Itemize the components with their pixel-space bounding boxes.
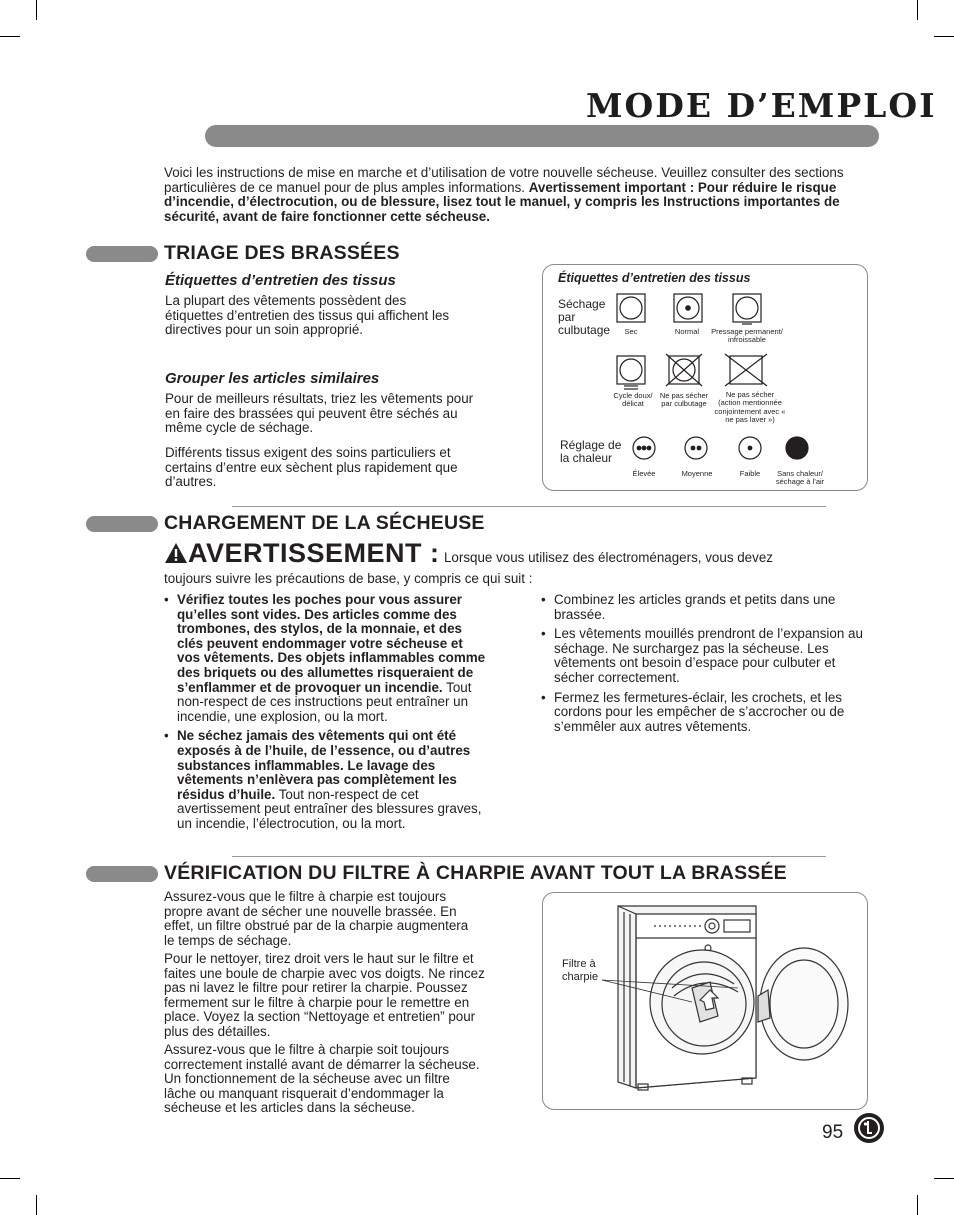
list-item: • Les vêtements mouillés prendront de l’expansion au séchage. Ne surchargez pas la sécheuse. Les vêtements ont besoin d’espace pour culbuter et sécher correctement. bbox=[541, 627, 871, 685]
do-not-dry-icon bbox=[725, 354, 767, 386]
warning-triangle-icon bbox=[164, 542, 188, 564]
crop-mark bbox=[0, 1178, 20, 1179]
symbol-label: Faible bbox=[739, 469, 761, 478]
list-item: • Ne séchez jamais des vêtements qui ont été exposés à de l’huile, de l’essence, ou d’autres substances inflammables. Le lavage des vêtements n’enlèvera pas complètement les résidus d’huile. Tout non-respect de cet avertissement peut entraîner des blessures graves, un incendie, l’électrocution, ou la mort. bbox=[164, 729, 488, 831]
title-bar bbox=[205, 125, 879, 147]
paragraph: Pour le nettoyer, tirez droit vers le haut sur le filtre et faites une boule de charpie avec vos doigts. Ne rincez pas ni lavez le filtre pour retirer la charpie. Poussez fermement sur le filtre à charpie pour le remettre en place. Voyez la section “Nettoyage et entretien” pour plus des détailles. bbox=[164, 951, 485, 1039]
section-heading-filter: VÉRIFICATION DU FILTRE À CHARPIE AVANT TOUT LA BRASSÉE bbox=[164, 862, 787, 884]
crop-mark bbox=[917, 1195, 918, 1215]
symbol-label: Ne pas sécher (action mentionnée conjointement avec « ne pas laver ») bbox=[714, 390, 786, 425]
section-marker bbox=[86, 866, 158, 882]
dry-icon bbox=[617, 294, 645, 322]
symbol-label: Sans chaleur/ séchage à l’air bbox=[775, 469, 825, 487]
crop-mark bbox=[36, 0, 37, 20]
intro-warning: Avertissement important : Pour réduire le risque d’incendie, d’électrocution, ou de blessure, lisez tout le manuel, y compris les Instructions importantes de sécurité, avant de faire fonctionner cette sécheuse. bbox=[164, 179, 840, 224]
delicate-icon bbox=[617, 356, 645, 389]
lint-filter-callout: Filtre à charpie bbox=[562, 958, 599, 983]
dryer-illustration bbox=[542, 892, 866, 1108]
symbol-label: Cycle doux/ délicat bbox=[613, 391, 653, 409]
page-number: 95 bbox=[822, 1122, 844, 1143]
section-heading-loading: CHARGEMENT DE LA SÉCHEUSE bbox=[164, 512, 485, 534]
paragraph: Assurez-vous que le filtre à charpie soit toujours correctement installé avant de démarrer la sécheuse. Un fonctionnement de la sécheuse avec un filtre lâche ou manquant risquerait d’endommager la sécheuse et les articles dans la sécheuse. bbox=[164, 1042, 480, 1116]
subheading-care-labels: Étiquettes d’entretien des tissus bbox=[165, 272, 396, 289]
right-bullet-list bbox=[541, 593, 871, 739]
crop-mark bbox=[36, 1195, 37, 1215]
crop-mark bbox=[934, 36, 954, 37]
no-tumble-dry-icon bbox=[666, 354, 702, 386]
intro-text: Voici les instructions de mise en marche et d’utilisation de votre nouvelle sécheuse. Veuillez consulter des sections particulières de ce manuel pour de plus amples informations. bbox=[164, 165, 844, 195]
heat-low-icon bbox=[739, 437, 761, 459]
paragraph: Assurez-vous que le filtre à charpie est toujours propre avant de sécher une nouvelle brassée. En effet, un filtre obstrué par de la charpie augmentera le temps de séchage. bbox=[164, 889, 469, 948]
symbol-label: Élevée bbox=[632, 469, 656, 478]
symbol-label: Moyenne bbox=[681, 469, 713, 478]
permanent-press-icon bbox=[733, 294, 761, 324]
no-heat-icon bbox=[786, 437, 808, 459]
section-divider bbox=[232, 856, 826, 857]
normal-icon bbox=[674, 294, 702, 322]
paragraph: Différents tissus exigent des soins particuliers et certains d’entre eux sèchent plus rapidement que d’autres. bbox=[165, 445, 458, 490]
section-marker bbox=[86, 516, 158, 532]
symbol-label: Sec bbox=[624, 327, 638, 336]
crop-mark bbox=[934, 1178, 954, 1179]
symbol-label: Pressage permanent/ infroissable bbox=[711, 327, 783, 345]
warning-text-continued: toujours suivre les précautions de base, y compris ce qui suit : bbox=[164, 571, 533, 586]
warning-title: AVERTISSEMENT : bbox=[188, 538, 440, 568]
heat-medium-icon bbox=[685, 437, 707, 459]
lg-logo-mark bbox=[854, 1113, 884, 1143]
page-title: MODE D’EMPLOI bbox=[586, 86, 937, 125]
heat-high-icon bbox=[633, 437, 655, 459]
heat-setting-label: Réglage de la chaleur bbox=[560, 438, 622, 465]
warning-line bbox=[164, 538, 864, 569]
care-box-title: Étiquettes d’entretien des tissus bbox=[558, 271, 751, 285]
paragraph: Pour de meilleurs résultats, triez les vêtements pour en faire des brassées qui peuvent être séchés au même cycle de séchage. bbox=[165, 391, 474, 436]
list-item: • Combinez les articles grands et petits dans une brassée. bbox=[541, 593, 871, 622]
left-bullet-list bbox=[164, 593, 488, 837]
tumble-dry-label: Séchage par culbutage bbox=[558, 297, 611, 337]
symbol-label: Ne pas sécher par culbutage bbox=[659, 391, 709, 409]
crop-mark bbox=[917, 0, 918, 20]
section-divider bbox=[232, 506, 826, 507]
intro-paragraph bbox=[164, 166, 864, 224]
subheading-group-items: Grouper les articles similaires bbox=[165, 370, 380, 387]
list-item: • Vérifiez toutes les poches pour vous assurer qu’elles sont vides. Des articles comme des trombones, des stylos, de la monnaie, et des clés peuvent endommager votre sécheuse et vos vêtements. Des objets inflammables comme des briquets ou des allumettes risqueraient de s’enflammer et de provoquer un incendie. Tout non-respect de ces instructions peut entraîner un incendie, une explosion, ou la mort. bbox=[164, 593, 488, 724]
lg-logo bbox=[854, 1113, 884, 1143]
symbol-label: Normal bbox=[674, 327, 700, 336]
section-marker bbox=[86, 246, 158, 262]
list-item: • Fermez les fermetures-éclair, les crochets, et les cordons pour les empêcher de s’accrocher ou de s’emmêler aux autres vêtements. bbox=[541, 691, 871, 735]
warning-text: Lorsque vous utilisez des électroménagers, vous devez bbox=[443, 550, 773, 565]
paragraph: La plupart des vêtements possèdent des étiquettes d’entretien des tissus qui affichent les directives pour un soin approprié. bbox=[165, 293, 450, 338]
section-heading-triage: TRIAGE DES BRASSÉES bbox=[164, 242, 400, 264]
crop-mark bbox=[0, 36, 20, 37]
